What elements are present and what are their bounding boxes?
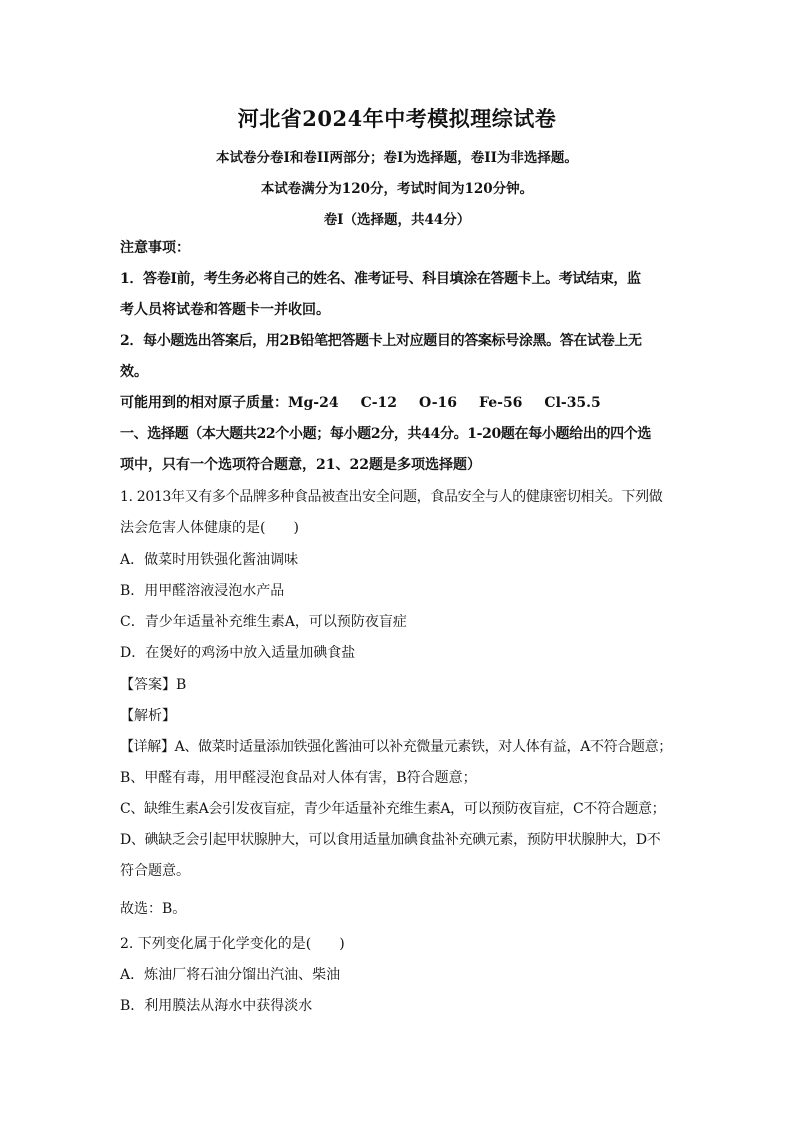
q1-detail-line-5: 符合题意。 [120, 863, 190, 879]
q2-option-a: A．炼油厂将石油分馏出汽油、柴油 [120, 967, 341, 983]
q1-stem-line-2: 法会危害人体健康的是( ) [120, 520, 299, 536]
note-item-2-line-2: 效。 [120, 364, 148, 380]
note-item-2-line-1: 2．每小题选出答案后，用2B铅笔把答题卡上对应题目的答案标号涂黑。答在试卷上无 [120, 333, 642, 349]
exam-structure-note: 本试卷分卷I和卷II两部分；卷I为选择题，卷II为非选择题。 [216, 150, 578, 166]
atomic-mass-item: O-16 [419, 395, 458, 411]
atomic-masses-row [120, 393, 680, 413]
q1-stem-line-1: 1. 2013年又有多个品牌多种食品被查出安全问题，食品安全与人的健康密切相关。下列做 [120, 489, 663, 505]
atomic-mass-item: Fe-56 [479, 395, 523, 411]
part1-heading-line-2: 项中，只有一个选项符合题意，21、22题是多项选择题） [120, 457, 481, 473]
q2-option-b: B．利用膜法从海水中获得淡水 [120, 998, 313, 1014]
section-title: 卷I（选择题，共44分） [323, 212, 471, 228]
q1-detail-line-2: B、甲醛有毒，用甲醛浸泡食品对人体有害，B符合题意； [120, 770, 477, 786]
note-item-1-line-2: 考人员将试卷和答题卡一并收回。 [120, 302, 330, 318]
atomic-mass-item: C-12 [360, 395, 398, 411]
part1-heading-line-1: 一、选择题（本大题共22个小题；每小题2分，共44分。1-20题在每小题给出的四个选 [120, 426, 652, 442]
atomic-masses-label: 可能用到的相对原子质量： [120, 395, 288, 411]
q2-stem: 2. 下列变化属于化学变化的是( ) [120, 936, 345, 952]
exam-score-time-note: 本试卷满分为120分，考试时间为120分钟。 [260, 181, 534, 197]
exam-title: 河北省2024年中考模拟理综试卷 [237, 106, 557, 131]
q1-option-a: A．做菜时用铁强化酱油调味 [120, 552, 299, 568]
q1-option-b: B．用甲醛溶液浸泡水产品 [120, 583, 285, 599]
atomic-mass-item: Cl-35.5 [544, 395, 601, 411]
q1-detail-line-3: C、缺维生素A会引发夜盲症，青少年适量补充维生素A，可以预防夜盲症，C不符合题意； [120, 801, 666, 817]
q1-detail-line-1: 【详解】A、做菜时适量添加铁强化酱油可以补充微量元素铁，对人体有益，A不符合题意； [120, 739, 672, 755]
atomic-mass-item: Mg-24 [288, 395, 339, 411]
q1-option-d: D．在煲好的鸡汤中放入适量加碘食盐 [120, 645, 356, 661]
notes-heading: 注意事项： [120, 240, 190, 256]
q1-analysis-heading: 【解析】 [120, 708, 176, 724]
q1-option-c: C．青少年适量补充维生素A，可以预防夜盲症 [120, 614, 407, 630]
q1-detail-line-4: D、碘缺乏会引起甲状腺肿大，可以食用适量加碘食盐补充碘元素，预防甲状腺肿大，D不 [120, 832, 661, 848]
note-item-1-line-1: 1．答卷I前，考生务必将自己的姓名、准考证号、科目填涂在答题卡上。考试结束，监 [120, 271, 641, 287]
q1-answer: 【答案】B [120, 677, 187, 693]
q1-conclusion: 故选：B。 [120, 901, 187, 917]
